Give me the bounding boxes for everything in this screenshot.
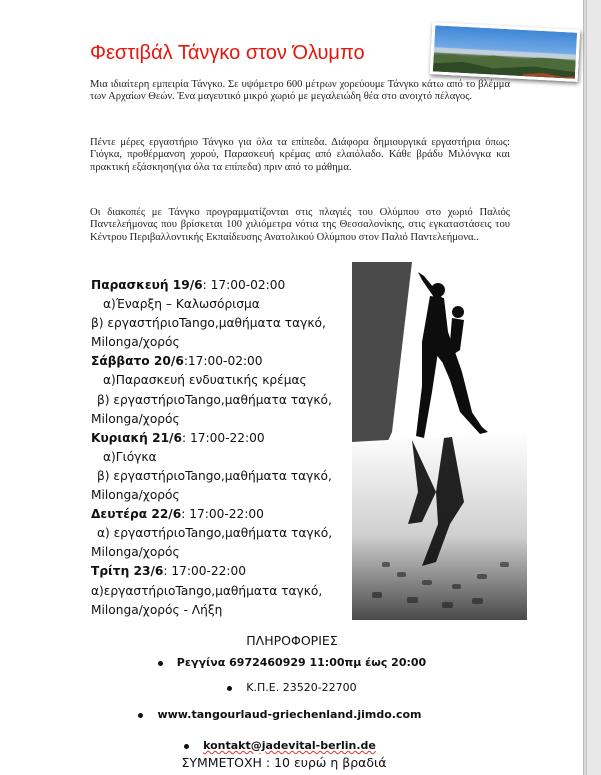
schedule-item: Milonga/χορός — [91, 411, 180, 426]
schedule-day: Σάββατο 20/6 — [91, 354, 184, 369]
schedule-item: Milonga/χορός — [91, 335, 180, 350]
tango-dancers-image — [352, 262, 527, 620]
landscape-image — [433, 25, 581, 82]
kpe-phone: Κ.Π.Ε. 23520-22700 — [246, 681, 357, 694]
contact-phone: Ρεγγίνα 6972460929 11:00πμ έως 20:00 — [176, 656, 427, 669]
schedule-time: : 17:00-22:00 — [163, 564, 247, 579]
bullet-icon — [184, 744, 189, 749]
schedule-item: Milonga/χορός - Λήξη — [91, 602, 223, 617]
schedule-tuesday — [91, 562, 351, 581]
info-kpe-line — [0, 681, 584, 694]
schedule-item: Milonga/χορός — [91, 488, 180, 503]
bullet-icon — [138, 713, 143, 718]
schedule-friday — [91, 276, 351, 295]
info-website-line — [0, 708, 572, 721]
schedule-item: Milonga/χορός — [91, 545, 180, 560]
bullet-icon — [227, 686, 232, 691]
participation-fee: ΣΥΜΜΕΤΟΧΗ : 10 ευρώ η βραδιά — [181, 755, 387, 770]
schedule-item: β) εργαστήριοTango,μαθήματα ταγκό, — [97, 392, 332, 407]
schedule-time: : 17:00-22:00 — [182, 430, 265, 445]
website-link[interactable]: www.tangourlaud-griechenland.jimdo.com — [157, 708, 422, 721]
schedule — [91, 276, 351, 620]
email-link[interactable]: kontakt@jadevital-berlin.de — [203, 739, 376, 752]
schedule-day: Τρίτη 23/6 — [91, 564, 164, 579]
schedule-item: α)Έναρξη – Καλωσόρισμα — [103, 297, 260, 312]
schedule-sunday — [91, 429, 351, 448]
dancers-silhouette — [352, 262, 527, 620]
schedule-day: Δευτέρα 22/6 — [91, 507, 182, 522]
schedule-item: β) εργαστήριοTango,μαθήματα ταγκό, — [91, 316, 326, 331]
schedule-item: β) εργαστήριοTango,μαθήματα ταγκό, — [97, 468, 332, 483]
bullet-icon — [158, 661, 163, 666]
document-title: Φεστιβάλ Τάνγκο στον Όλυμπο — [90, 42, 365, 64]
schedule-time: : 17:00-22:00 — [181, 507, 264, 522]
schedule-item: α)Γιόγκα — [103, 449, 157, 464]
olympus-landscape-photo — [430, 22, 581, 82]
location-paragraph: Οι διακοπές με Τάνγκο προγραμματίζονται στις πλαγιές του Ολύμπου στο χωριό Παλιός Παντελεήμονας που βρίσκεται 100 χιλιόμετρα νότια της Θεσσαλονίκης, στις εγκαταστάσεις του Κέντρου Περιβαλλοντικής Εκπαίδευσης Ανατολικού Ολύμπου στον Παλιό Παντελεήμονα.. — [90, 207, 510, 243]
schedule-time: : 17:00-02:00 — [202, 278, 286, 292]
schedule-saturday — [91, 352, 351, 371]
schedule-time: :17:00-02:00 — [183, 354, 263, 369]
schedule-item: α)εργαστήριοTango,μαθήματα ταγκό, — [91, 583, 323, 598]
info-heading: ΠΛΗΡΟΦΟΡΙΕΣ — [246, 633, 338, 648]
schedule-item: α)Παρασκευή ενδυατικής κρέμας — [103, 373, 307, 388]
schedule-item: α) εργαστήριοTango,μαθήματα ταγκό, — [97, 526, 333, 541]
schedule-monday — [91, 505, 351, 524]
intro-paragraph: Μια ιδιαίτερη εμπειρία Τάνγκο. Σε υψόμετρο 600 μέτρων χορεύουμε Τάνγκο κάτω από το βλέμμα των Αρχαίων Θεών. Ένα μαγευτικό μικρό χωριό με μεγαλειώδη θέα στο ανοιχτό πέλαγος. — [90, 79, 510, 103]
schedule-day: Παρασκευή 19/6 — [91, 278, 203, 292]
info-email-line — [0, 739, 572, 752]
workshop-paragraph: Πέντε μέρες εργαστήριο Τάνγκο για όλα τα επίπεδα. Διάφορα δημιουργικά εργαστήρια όπως: Γιόγκα, προθέρμανση χορού, Παρασκευή κρέμας από ελαιόλαδο. Κάθε βράδυ Μιλόνγκα και πρακτική εξάσκηση(για όλα τα επίπεδα) πριν από το μάθημα. — [90, 137, 510, 173]
vertical-scrollbar[interactable] — [586, 0, 601, 775]
info-phone-line — [0, 656, 584, 669]
schedule-day: Κυριακή 21/6 — [91, 430, 182, 445]
